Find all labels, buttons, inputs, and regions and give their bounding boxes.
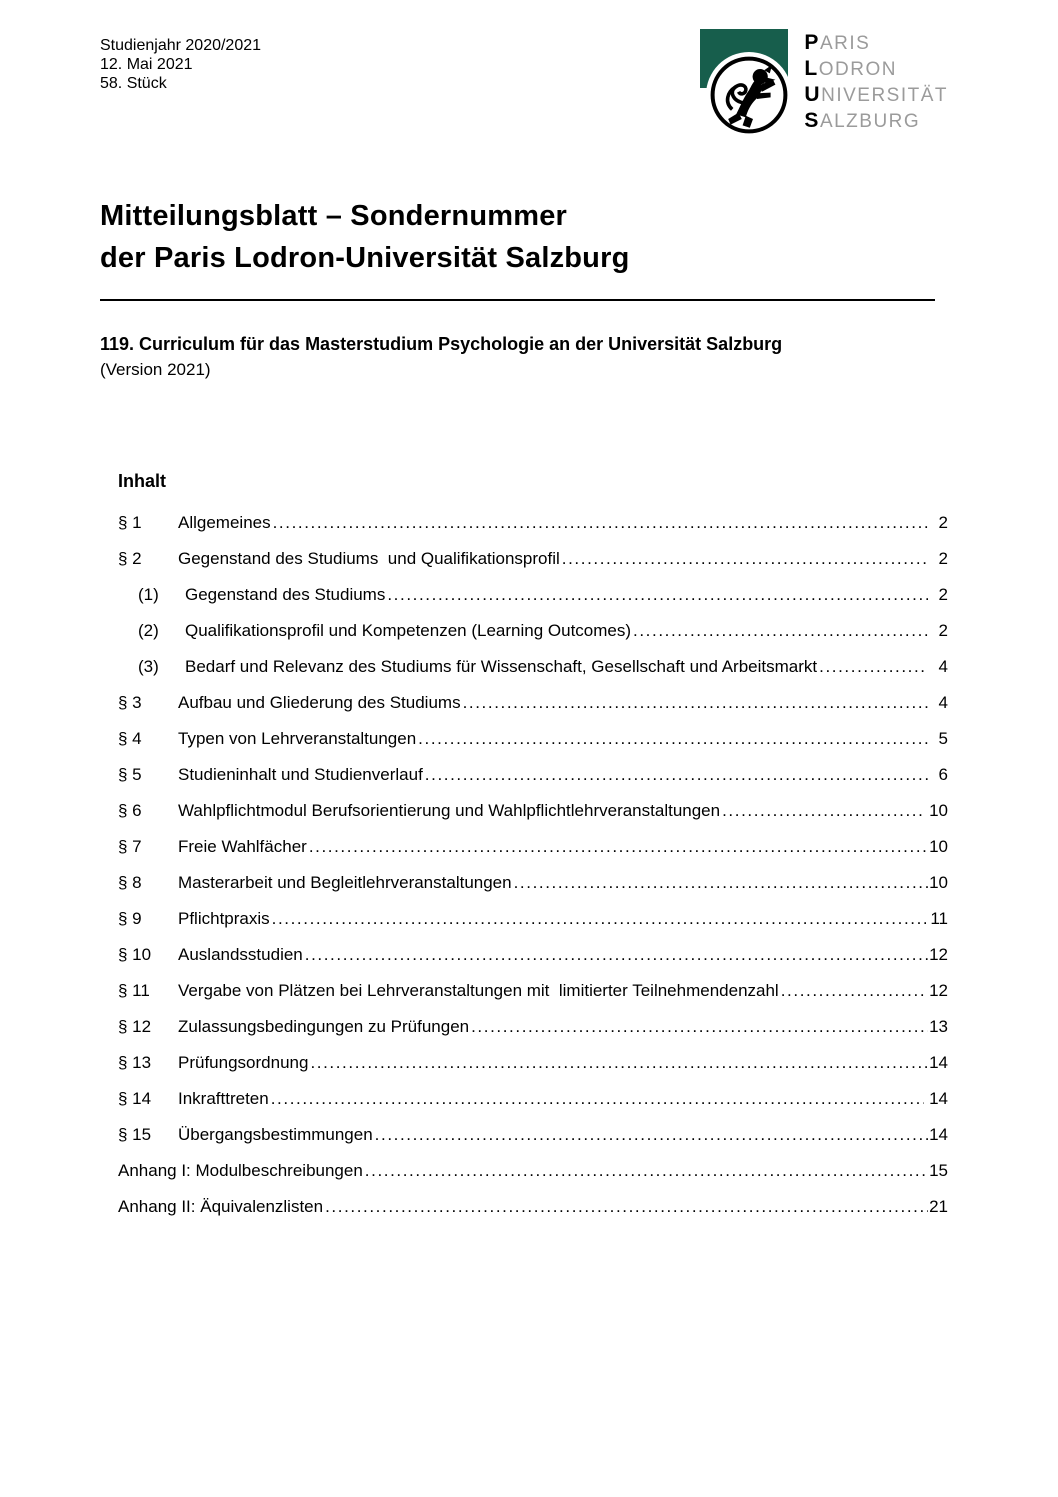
toc-row: [118, 1196, 948, 1218]
toc-dot-leader: [416, 728, 928, 750]
toc-row: [118, 656, 948, 678]
toc-title: Inkrafttreten: [178, 1089, 269, 1108]
lion-crest-icon: [709, 55, 789, 135]
toc-row: [118, 836, 948, 858]
toc-title: Studieninhalt und Studienverlauf: [178, 765, 423, 784]
toc-dot-leader: [363, 1160, 928, 1182]
toc-label: § 11: [118, 981, 150, 1000]
logo-mark: [700, 29, 794, 141]
toc-dot-leader: [307, 836, 928, 858]
section-version-label: (Version 2021): [100, 360, 211, 379]
wordmark-line-paris: [804, 30, 948, 56]
toc-page-number: 14: [929, 1125, 948, 1144]
toc-dot-leader: [461, 692, 928, 714]
page-header: [100, 31, 948, 141]
toc-label: § 9: [118, 909, 142, 928]
toc-label: § 10: [118, 945, 152, 964]
logo-wordmark: [804, 30, 948, 141]
toc-dot-leader: [385, 584, 928, 606]
toc-row: [118, 548, 948, 570]
wordmark-line-lodron: [804, 56, 948, 82]
issue-studienjahr: Studienjahr 2020/2021: [100, 37, 262, 54]
toc-page-number: 5: [933, 729, 948, 748]
toc-dot-leader: [271, 512, 928, 534]
page-title-line1: Mitteilungsblatt – Sondernummer: [100, 200, 568, 232]
table-of-contents: [100, 470, 948, 1218]
toc-dot-leader: [779, 980, 925, 1002]
toc-row: [118, 584, 948, 606]
toc-dot-leader: [270, 908, 926, 930]
toc-page-number: 4: [933, 693, 948, 712]
toc-page-number: 14: [924, 1089, 948, 1108]
wordmark-line-universitaet: [804, 82, 948, 108]
toc-page-number: 12: [929, 945, 948, 964]
toc-dot-leader: [269, 1088, 925, 1110]
toc-page-number: 2: [933, 585, 948, 604]
toc-page-number: 10: [924, 801, 948, 820]
toc-row: [118, 728, 948, 750]
toc-title: Aufbau und Gliederung des Studiums: [178, 693, 461, 712]
toc-page-number: 21: [929, 1197, 948, 1216]
toc-dot-leader: [423, 764, 928, 786]
toc-label: (2): [138, 621, 159, 640]
toc-row: [118, 944, 948, 966]
toc-row: [118, 1052, 948, 1074]
toc-dot-leader: [323, 1196, 928, 1218]
toc-row: [118, 980, 948, 1002]
toc-label: § 5: [118, 765, 142, 784]
toc-page-number: 12: [924, 981, 948, 1000]
toc-title: Vergabe von Plätzen bei Lehrveranstaltungen mit limitierter Teilnehmendenzahl: [178, 981, 779, 1000]
toc-page-number: 14: [929, 1053, 948, 1072]
toc-title: Anhang II: Äquivalenzlisten: [118, 1197, 324, 1216]
issue-date: 12. Mai 2021: [100, 56, 193, 73]
wordmark-initial: P: [804, 31, 820, 54]
toc-heading: Inhalt: [118, 471, 166, 491]
toc-row: [118, 764, 948, 786]
toc-label: § 1: [118, 513, 142, 532]
toc-dot-leader: [631, 620, 928, 642]
toc-row: [118, 1016, 948, 1038]
toc-row: [118, 512, 948, 534]
toc-dot-leader: [560, 548, 928, 570]
toc-row: [118, 872, 948, 894]
toc-title: Freie Wahlfächer: [178, 837, 307, 856]
toc-label: (3): [138, 657, 159, 676]
toc-title: Allgemeines: [178, 513, 271, 532]
toc-row: [118, 1088, 948, 1110]
toc-title: Anhang I: Modulbeschreibungen: [118, 1161, 363, 1180]
toc-dot-leader: [817, 656, 928, 678]
toc-title: Masterarbeit und Begleitlehrveranstaltungen: [178, 873, 512, 892]
toc-title: Qualifikationsprofil und Kompetenzen (Learning Outcomes): [185, 621, 632, 640]
toc-row: [118, 620, 948, 642]
wordmark-rest: ALZBURG: [819, 111, 921, 132]
wordmark-rest: NIVERSITÄT: [821, 85, 948, 106]
wordmark-initial: L: [804, 57, 819, 80]
toc-row: [118, 1124, 948, 1146]
title-divider: [100, 299, 935, 301]
toc-page-number: 2: [933, 513, 948, 532]
toc-label: § 6: [118, 801, 142, 820]
toc-row: [118, 908, 948, 930]
toc-title: Zulassungsbedingungen zu Prüfungen: [178, 1017, 470, 1036]
wordmark-line-salzburg: [804, 108, 948, 134]
toc-page-number: 6: [933, 765, 948, 784]
toc-label: § 15: [118, 1125, 152, 1144]
wordmark-rest: ARIS: [819, 33, 871, 54]
toc-dot-leader: [373, 1124, 928, 1146]
toc-title: Pflichtpraxis: [178, 909, 270, 928]
toc-label: (1): [138, 585, 159, 604]
toc-dot-leader: [469, 1016, 928, 1038]
toc-title: Gegenstand des Studiums und Qualifikationsprofil: [178, 549, 560, 568]
toc-title: Wahlpflichtmodul Berufsorientierung und Wahlpflichtlehrveranstaltungen: [178, 801, 721, 820]
issue-info: [100, 36, 261, 93]
toc-page-number: 4: [933, 657, 948, 676]
toc-label: § 14: [118, 1089, 152, 1108]
toc-page-number: 2: [933, 621, 948, 640]
toc-title: Gegenstand des Studiums: [185, 585, 386, 604]
toc-label: § 7: [118, 837, 142, 856]
toc-page-number: 15: [929, 1161, 948, 1180]
toc-row: [118, 692, 948, 714]
toc-title: Auslandsstudien: [178, 945, 303, 964]
toc-title: Prüfungsordnung: [178, 1053, 309, 1072]
toc-label: § 4: [118, 729, 142, 748]
toc-label: § 13: [118, 1053, 152, 1072]
plus-university-logo: [700, 29, 948, 141]
page-title-line2: der Paris Lodron-Universität Salzburg: [100, 242, 630, 274]
wordmark-rest: ODRON: [818, 59, 897, 80]
toc-page-number: 10: [929, 837, 948, 856]
toc-dot-leader: [512, 872, 928, 894]
toc-row: [118, 800, 948, 822]
section-title: 119. Curriculum für das Masterstudium Psychologie an der Universität Salzburg: [100, 334, 783, 354]
toc-label: § 12: [118, 1017, 152, 1036]
page-title: [100, 195, 948, 279]
toc-label: § 2: [118, 549, 142, 568]
toc-page-number: 13: [929, 1017, 948, 1036]
toc-page-number: 2: [933, 549, 948, 568]
toc-page-number: 11: [925, 909, 948, 928]
toc-title: Typen von Lehrveranstaltungen: [178, 729, 417, 748]
toc-dot-leader: [720, 800, 924, 822]
toc-dot-leader: [308, 1052, 928, 1074]
toc-title: Bedarf und Relevanz des Studiums für Wissenschaft, Gesellschaft und Arbeitsmarkt: [185, 657, 818, 676]
toc-label: § 8: [118, 873, 142, 892]
toc-page-number: 10: [929, 873, 948, 892]
toc-row: [118, 1160, 948, 1182]
issue-number: 58. Stück: [100, 75, 167, 92]
wordmark-initial: U: [804, 83, 822, 106]
toc-dot-leader: [303, 944, 928, 966]
toc-title: Übergangsbestimmungen: [178, 1125, 373, 1144]
wordmark-initial: S: [804, 109, 820, 132]
toc-label: § 3: [118, 693, 142, 712]
section-heading: [100, 332, 948, 382]
